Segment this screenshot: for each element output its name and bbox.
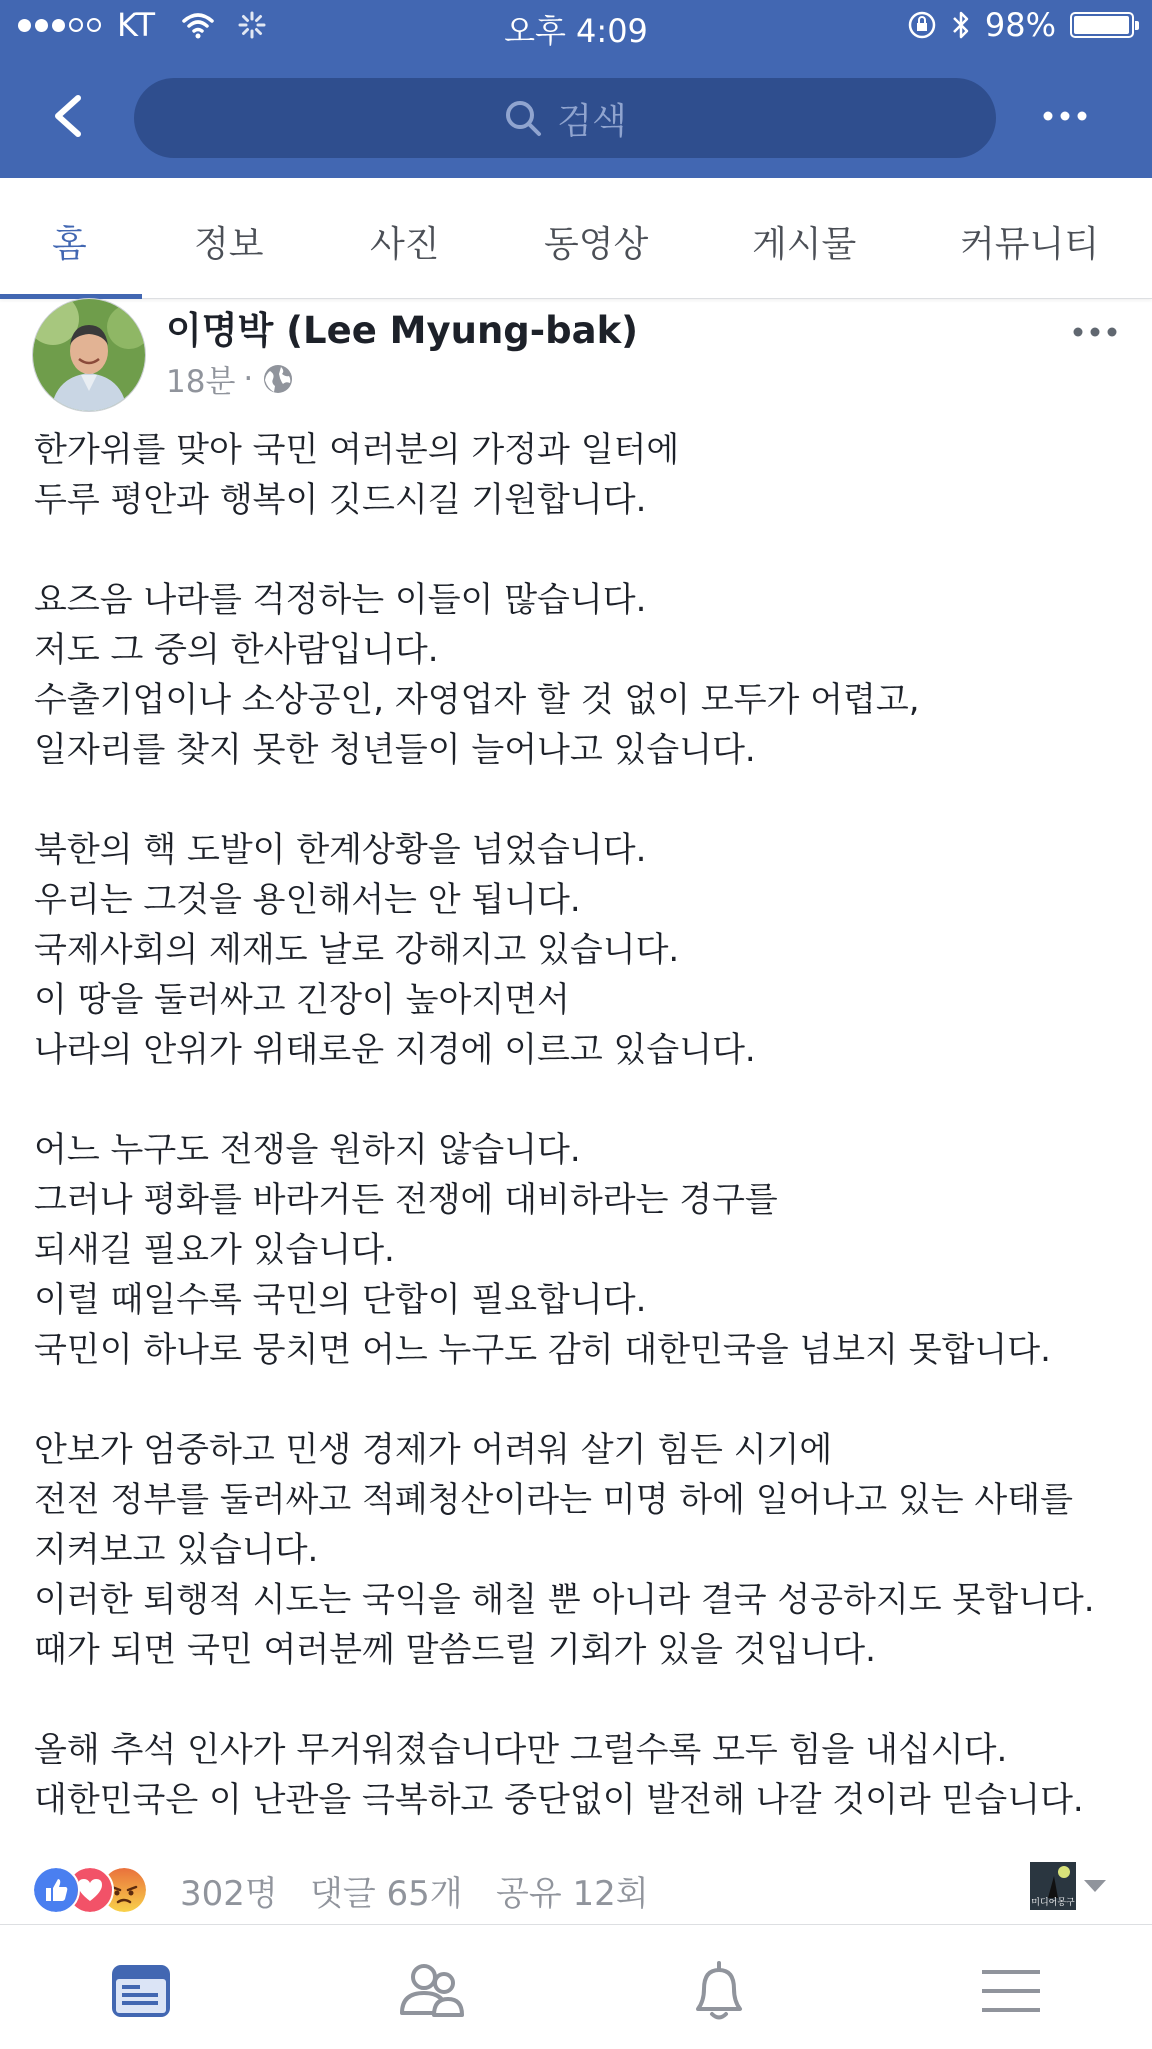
post-text-line: 올해 추석 인사가 무거워졌습니다만 그럴수록 모두 힘을 내십시다. (34, 1730, 1008, 1770)
news-feed-icon[interactable] (106, 1957, 176, 2025)
post-more-icon[interactable] (1070, 320, 1120, 344)
post-text-line: 대한민국은 이 난관을 극복하고 중단없이 발전해 나갈 것이라 믿습니다. (34, 1780, 1084, 1820)
paragraph-gap (34, 1375, 1134, 1425)
paragraph-gap (34, 775, 1134, 825)
battery-fill (1074, 16, 1129, 34)
post-text-line: 일자리를 찾지 못한 청년들이 늘어나고 있습니다. (34, 730, 756, 770)
menu-icon[interactable] (976, 1957, 1046, 2025)
bottom-tab-bar (0, 1924, 1152, 2049)
post-text-line: 나라의 안위가 위태로운 지경에 이르고 있습니다. (34, 1030, 756, 1070)
post-text-line: 수출기업이나 소상공인, 자영업자 할 것 없이 모두가 어렵고, (34, 680, 920, 720)
post-text-line: 우리는 그것을 용인해서는 안 됩니다. (34, 880, 581, 920)
tab-community[interactable]: 커뮤니티 (960, 224, 1100, 265)
nav-bar (0, 56, 1152, 178)
post-text-line: 한가위를 맞아 국민 여러분의 가정과 일터에 (34, 430, 680, 470)
orientation-lock-icon (907, 10, 937, 40)
tab-videos[interactable]: 동영상 (544, 224, 649, 265)
post-text-line: 국제사회의 제재도 날로 강해지고 있습니다. (34, 930, 680, 970)
comment-count[interactable]: 댓글 65개 (310, 1874, 463, 1914)
post-body (34, 425, 1134, 1825)
post-text-line: 되새길 필요가 있습니다. (34, 1230, 395, 1270)
post-text-line: 이럴 때일수록 국민의 단합이 필요합니다. (34, 1280, 647, 1320)
post-text-line: 그러나 평화를 바라거든 전쟁에 대비하라는 경구를 (34, 1180, 778, 1220)
post-text-line: 저도 그 중의 한사람입니다. (34, 630, 439, 670)
post-time[interactable]: 18분 (166, 364, 236, 400)
post-text-line: 이러한 퇴행적 시도는 국익을 해칠 뿐 아니라 결국 성공하지도 못합니다. (34, 1580, 1095, 1620)
tab-photos[interactable]: 사진 (370, 224, 440, 265)
post-text-line: 두루 평안과 행복이 깃드시길 기원합니다. (34, 480, 647, 520)
battery-percent: 98% (984, 6, 1056, 44)
carrier-name: KT (117, 6, 156, 44)
post-text-line: 전전 정부를 둘러싸고 적폐청산이라는 미명 하에 일어나고 있는 사태를 (34, 1480, 1073, 1520)
post-text-line: 어느 누구도 전쟁을 원하지 않습니다. (34, 1130, 581, 1170)
back-icon[interactable] (40, 86, 100, 146)
post-text-line: 요즈음 나라를 걱정하는 이들이 많습니다. (34, 580, 647, 620)
status-right (907, 6, 1134, 44)
tab-about[interactable]: 정보 (194, 224, 264, 265)
page-avatar-thumbnail[interactable] (1030, 1862, 1076, 1910)
like-icon (32, 1866, 80, 1914)
friends-icon[interactable] (396, 1957, 466, 2025)
reactions-bar[interactable] (32, 1862, 1122, 1918)
paragraph-gap (34, 525, 1134, 575)
post-text-line: 이 땅을 둘러싸고 긴장이 높아지면서 (34, 980, 570, 1020)
post-text-line: 지켜보고 있습니다. (34, 1530, 319, 1570)
post-author[interactable]: 이명박 (Lee Myung-bak) (166, 309, 639, 352)
bluetooth-icon (951, 9, 971, 41)
page-tabs (0, 178, 1152, 299)
active-tab-indicator (0, 294, 142, 299)
meta-separator: · (243, 360, 254, 397)
status-time: 오후 4:09 (504, 12, 648, 50)
paragraph-gap (34, 1675, 1134, 1725)
tab-home[interactable]: 홈 (52, 224, 87, 265)
search-placeholder: 검색 (557, 100, 627, 142)
status-bar (0, 0, 1152, 56)
search-input[interactable] (134, 78, 996, 158)
post-text-line: 안보가 엄중하고 민생 경제가 어려워 살기 힘든 시기에 (34, 1430, 833, 1470)
post-text-line: 때가 되면 국민 여러분께 말씀드릴 기회가 있을 것입니다. (34, 1630, 876, 1670)
more-icon[interactable] (1040, 101, 1090, 131)
post-meta (166, 356, 295, 401)
chevron-down-icon[interactable] (1082, 1878, 1108, 1894)
notifications-bell-icon[interactable] (684, 1957, 754, 2025)
avatar-image (33, 299, 145, 411)
tab-posts[interactable]: 게시물 (752, 224, 857, 265)
reaction-count[interactable]: 302명 (180, 1874, 278, 1914)
avatar[interactable] (32, 298, 146, 412)
battery-icon (1070, 12, 1134, 38)
paragraph-gap (34, 1075, 1134, 1125)
top-bar (0, 0, 1152, 178)
search-icon (503, 98, 543, 138)
post-text-line: 국민이 하나로 뭉치면 어느 누구도 감히 대한민국을 넘보지 못합니다. (34, 1330, 1051, 1370)
post-text-line: 북한의 핵 도발이 한계상황을 넘었습니다. (34, 830, 647, 870)
globe-icon (261, 362, 295, 396)
reaction-icons[interactable] (32, 1866, 172, 1914)
page-thumbnail-label: 미디어몽구 (1031, 1898, 1075, 1908)
share-count[interactable]: 공유 12회 (496, 1874, 649, 1914)
